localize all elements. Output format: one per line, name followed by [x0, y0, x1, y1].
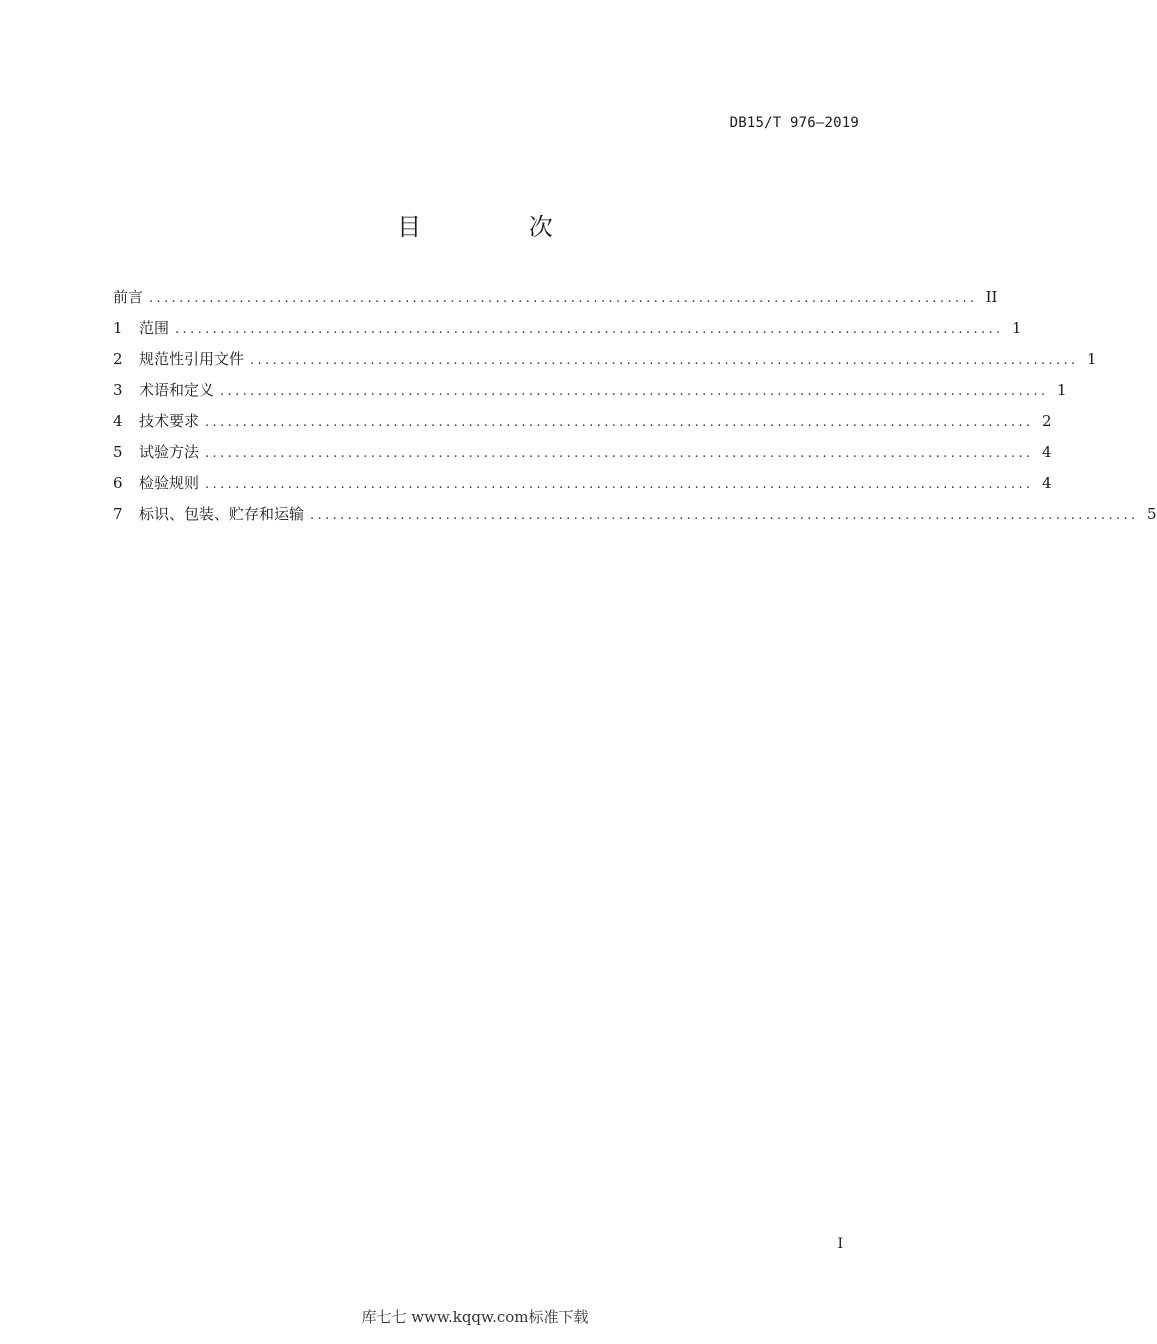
- toc-entry-label: 技术要求: [139, 412, 200, 430]
- toc-entry-label: 规范性引用文件: [139, 350, 245, 368]
- toc-entry-marking-packaging[interactable]: [113, 503, 1157, 534]
- toc-leader-dots: ..............................................................................................................: [205, 446, 1034, 461]
- toc-list: [113, 286, 1157, 534]
- toc-entry-number: 1: [113, 319, 123, 337]
- toc-entry-technical-requirements[interactable]: [113, 410, 1052, 441]
- toc-leader-dots: ..............................................................................................................: [149, 291, 978, 306]
- toc-title: 目 次: [397, 213, 603, 241]
- toc-entry-normative-references[interactable]: [113, 348, 1097, 379]
- document-code: DB15/T 976—2019: [729, 115, 859, 131]
- toc-leader-dots: ..............................................................................................................: [250, 353, 1079, 368]
- toc-entry-page: II: [985, 288, 998, 306]
- toc-entry-label: 术语和定义: [139, 381, 215, 399]
- toc-entry-page: 4: [1042, 443, 1052, 461]
- toc-entry-page: 1: [1057, 381, 1067, 399]
- toc-entry-number: 3: [113, 381, 123, 399]
- toc-entry-number: 5: [113, 443, 123, 461]
- toc-entry-number: 2: [113, 350, 123, 368]
- toc-entry-test-methods[interactable]: [113, 441, 1052, 472]
- toc-entry-page: 2: [1042, 412, 1052, 430]
- footer-watermark: 库七七 www.kqqw.com标准下载: [361, 1308, 589, 1326]
- toc-entry-label: 范围: [139, 319, 170, 337]
- toc-entry-number: 6: [113, 474, 123, 492]
- toc-entry-label: 检验规则: [139, 474, 200, 492]
- toc-entry-page: 1: [1012, 319, 1022, 337]
- toc-entry-number: 4: [113, 412, 123, 430]
- toc-leader-dots: ..............................................................................................................: [205, 477, 1034, 492]
- toc-leader-dots: ..............................................................................................................: [175, 322, 1004, 337]
- toc-entry-page: 4: [1042, 474, 1052, 492]
- toc-entry-page: 1: [1087, 350, 1097, 368]
- toc-leader-dots: ..............................................................................................................: [310, 508, 1139, 523]
- toc-entry-inspection-rules[interactable]: [113, 472, 1052, 503]
- toc-entry-label: 前言: [113, 288, 144, 306]
- toc-entry-label: 标识、包装、贮存和运输: [139, 505, 305, 523]
- toc-entry-number: 7: [113, 505, 123, 523]
- toc-entry-terms-definitions[interactable]: [113, 379, 1067, 410]
- toc-entry-page: 5: [1147, 505, 1157, 523]
- toc-entry-scope[interactable]: [113, 317, 1022, 348]
- toc-entry-foreword[interactable]: [113, 286, 998, 317]
- toc-leader-dots: ..............................................................................................................: [220, 384, 1049, 399]
- toc-leader-dots: ..............................................................................................................: [205, 415, 1034, 430]
- page-number: I: [837, 1236, 843, 1252]
- toc-entry-label: 试验方法: [139, 443, 200, 461]
